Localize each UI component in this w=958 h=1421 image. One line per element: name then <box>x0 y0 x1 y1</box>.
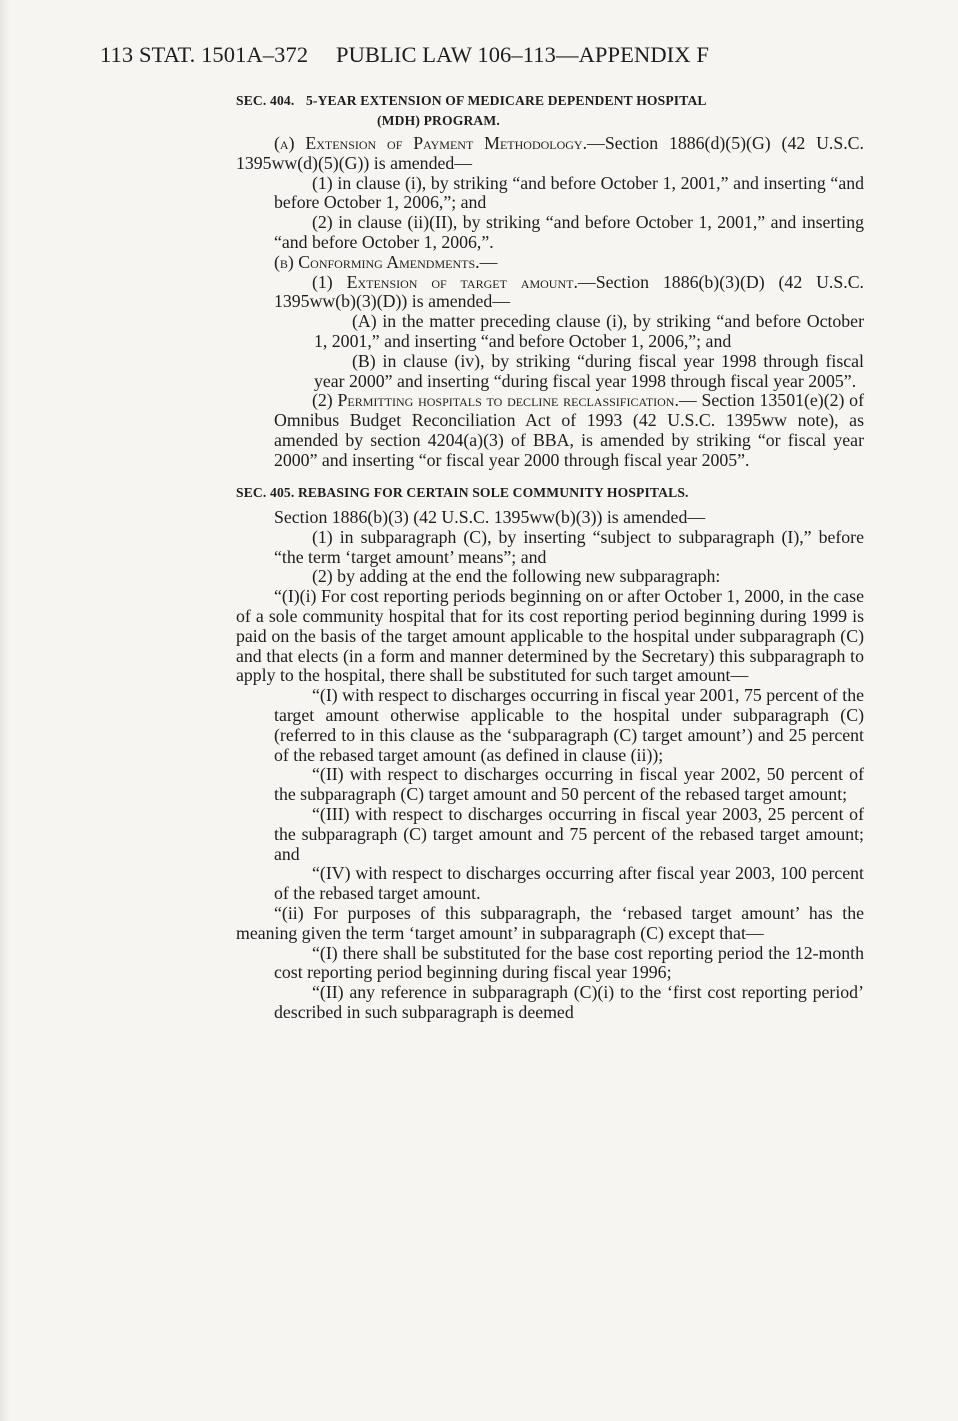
subparagraph-b1B: (B) in clause (iv), by striking “during fiscal year 1998 through fiscal year 2000” and inserting “during fiscal year 1998 through fiscal year 2005”. <box>314 350 864 391</box>
new-subparagraph-I-clause-i: “(I)(i) For cost reporting periods beginning on or after October 1, 2000, in the case of a sole community hospital that for its cost reporting period beginning during 1999 is paid on the basis of the target amount applicable to the hospital under subparagraph (C) and that elects (in a form and manner determined by the Secretary) this subparagraph to apply to the hospital, there shall be substituted for such target amount— <box>236 586 864 686</box>
subsection-b-heading: (b) Conforming Amendments. <box>274 251 480 272</box>
section-405-number: SEC. 405. <box>236 484 295 500</box>
page-edge <box>0 0 10 1421</box>
section-405-intro: Section 1886(b)(3) (42 U.S.C. 1395ww(b)(3)) is amended— <box>274 507 706 528</box>
paragraph-405-2: (2) by adding at the end the following new subparagraph: <box>312 566 721 587</box>
subparagraph-b1A: (A) in the matter preceding clause (i), by striking “and before October 1, 2001,” and inserting “and before October 1, 2006,”; and <box>314 311 864 351</box>
paragraph-b1-heading: (1) Extension of target amount. <box>312 271 578 292</box>
paragraph-b2-heading: (2) Permitting hospitals to decline reclassification. <box>312 390 679 411</box>
subsection-a-heading: (a) Extension of Payment Methodology. <box>274 133 588 153</box>
paragraph-b2-text: — Section 13501(e)(2) of Omnibus Budget Reconciliation Act of 1993 (42 U.S.C. 1395ww note), as amended by section 4204(a)(3) of BBA, is amended by striking “or fiscal year 2000” and inserting “or fiscal year 2000 through fiscal year 2005”. <box>274 390 864 470</box>
paragraph-a1: (1) in clause (i), by striking “and before October 1, 2001,” and inserting “and before October 1, 2006,”; and <box>274 172 864 213</box>
section-405-heading <box>236 483 864 503</box>
section-405-title: REBASING FOR CERTAIN SOLE COMMUNITY HOSPITALS. <box>297 484 689 500</box>
running-head <box>100 42 709 68</box>
paragraph-b2 <box>236 391 864 470</box>
paragraph-b1-text: —Section 1886(b)(3)(D) (42 U.S.C. 1395ww(b)(3)(D)) is amended— <box>274 271 865 312</box>
subsection-a-text: —Section 1886(d)(5)(G) (42 U.S.C. 1395ww(d)(5)(G)) is amended— <box>236 133 864 173</box>
clause-ii-subclause-I: “(I) there shall be substituted for the base cost reporting period the 12-month cost reporting period beginning during fiscal year 1996; <box>274 942 864 983</box>
clause-ii-subclause-II: “(II) any reference in subparagraph (C)(i) to the ‘first cost reporting period’ described in such subparagraph is deemed <box>274 982 864 1022</box>
subclause-IV: “(IV) with respect to discharges occurring after fiscal year 2003, 100 percent of the rebased target amount. <box>274 863 864 904</box>
subsection-b-dash: — <box>479 251 498 272</box>
subclause-II: “(II) with respect to discharges occurring in fiscal year 2002, 50 percent of the subparagraph (C) target amount and 50 percent of the rebased target amount; <box>274 764 864 805</box>
public-law-title: PUBLIC LAW 106–113—APPENDIX F <box>335 42 709 67</box>
subclause-III: “(III) with respect to discharges occurring in fiscal year 2003, 25 percent of the subparagraph (C) target amount and 75 percent of the rebased target amount; and <box>274 804 864 864</box>
paragraph-b1 <box>236 273 864 313</box>
subsection-b <box>236 253 864 273</box>
section-404-number: SEC. 404. <box>236 93 295 108</box>
subsection-a <box>236 134 864 174</box>
section-404-title-line2: (MDH) PROGRAM. <box>377 112 500 128</box>
subclause-I: “(I) with respect to discharges occurring in fiscal year 2001, 75 percent of the target amount otherwise applicable to the hospital under subparagraph (C) (referred to in this clause as the ‘subparagraph (C) target amount’) and 25 percent of the rebased target amount (as defined in clause (ii)); <box>274 685 864 765</box>
section-404-title-line1: 5-YEAR EXTENSION OF MEDICARE DEPENDENT HOSPITAL <box>305 93 707 108</box>
paragraph-405-1: (1) in subparagraph (C), by inserting “subject to subparagraph (I),” before “the term ‘target amount’ means”; and <box>274 526 864 567</box>
clause-ii: “(ii) For purposes of this subparagraph, the ‘rebased target amount’ has the meaning given the term ‘target amount’ in subparagraph (C) except that— <box>236 902 864 943</box>
document-body <box>236 91 864 1023</box>
section-404-heading <box>236 91 864 130</box>
statute-page-number: 113 STAT. 1501A–372 <box>100 42 309 67</box>
paragraph-a2: (2) in clause (ii)(II), by striking “and before October 1, 2001,” and inserting “and before October 1, 2006,”. <box>274 212 864 252</box>
